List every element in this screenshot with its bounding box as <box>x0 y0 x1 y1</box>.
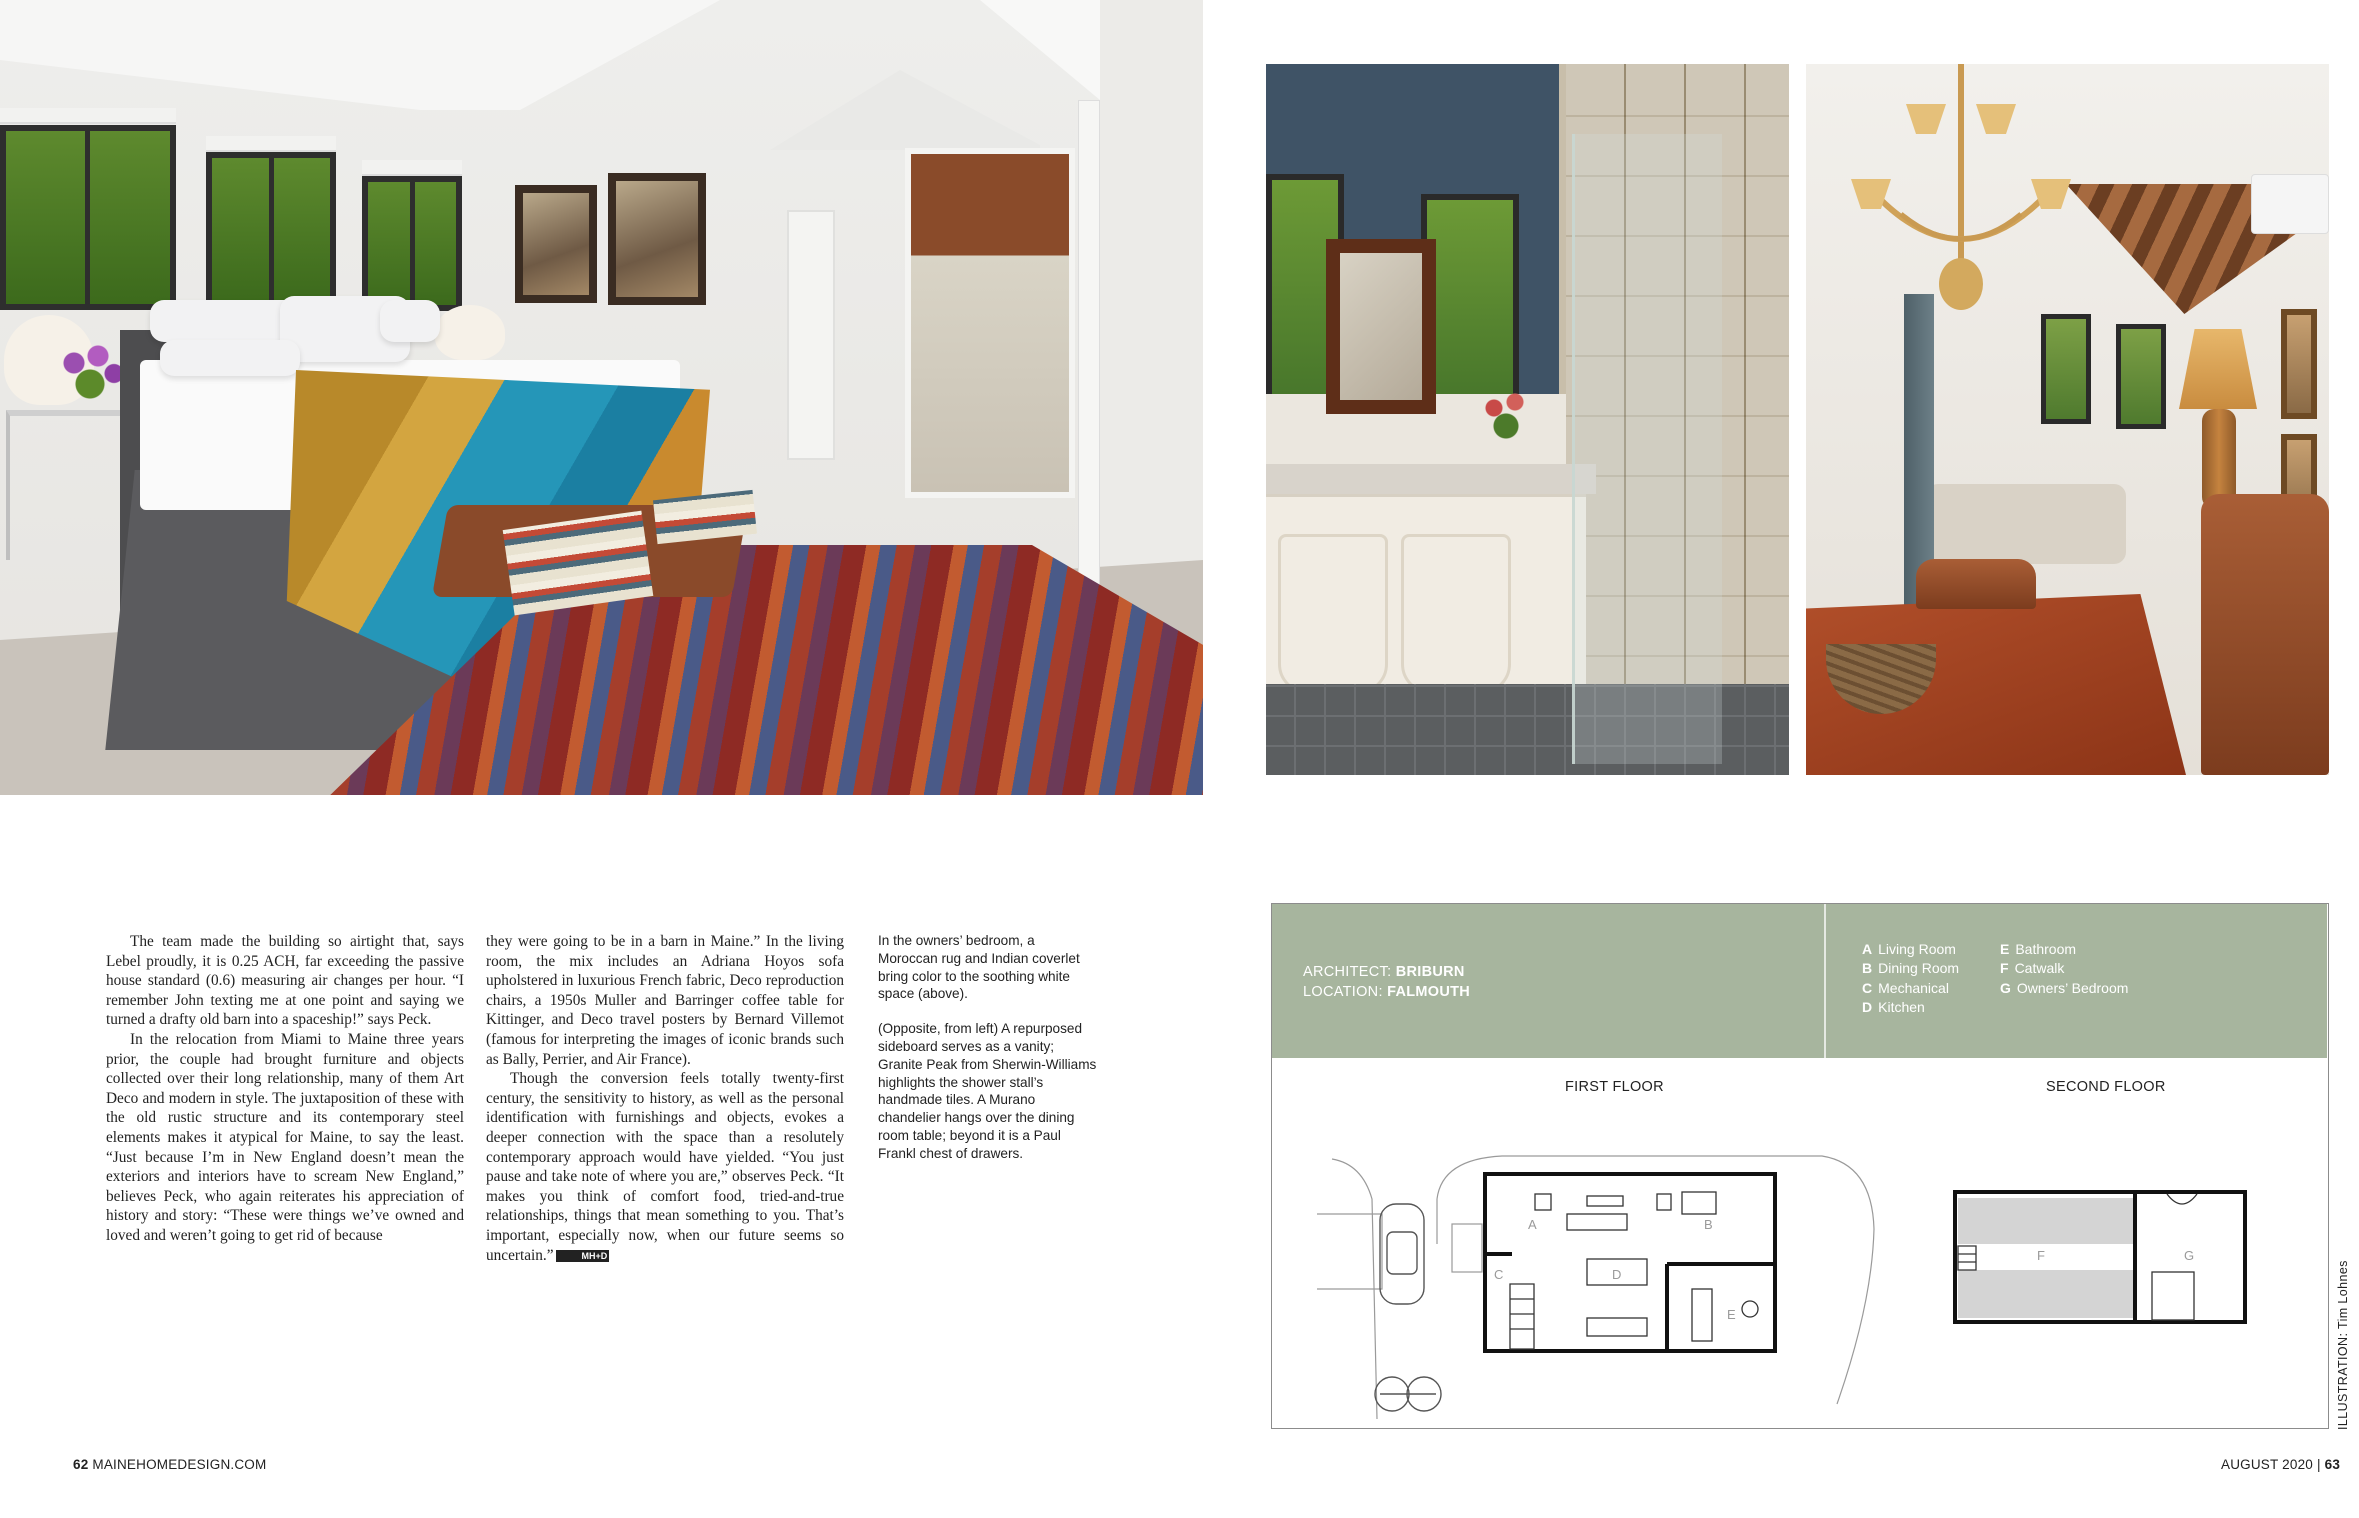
bathroom-photo <box>1266 64 1789 775</box>
room-letter-f: F <box>2037 1248 2045 1263</box>
framed-artwork <box>608 173 706 305</box>
legend-item: D Kitchen <box>1862 999 1925 1016</box>
architect-credit <box>1303 962 1470 982</box>
page-number-left: 62 <box>73 1457 89 1472</box>
room-legend <box>1862 940 2160 1018</box>
bedroom-window <box>362 176 462 311</box>
window-blind <box>0 108 176 124</box>
second-floor-catwalk <box>1958 1198 2133 1318</box>
framed-artwork <box>515 185 597 303</box>
article-paragraph: they were going to be in a barn in Maine.” In the living room, the mix includes an Adriana Hoyos sofa upholstered in luxurious French fabric, Deco reproduction chairs, a 1950s Muller and Barringer coffee table for Kittinger, and Deco travel posters by Bernard Villemot (famous for interpreting the images of iconic brands such as Bally, Perrier, and Air France). <box>486 933 844 1068</box>
floor-plan-drawing <box>1272 1104 2327 1424</box>
table-lamp-shade <box>2179 329 2257 409</box>
wall-ac-unit <box>2251 174 2329 234</box>
wall-art <box>2281 309 2317 419</box>
first-floor-furniture <box>1510 1192 1758 1349</box>
bedroom-window <box>0 125 176 310</box>
article-paragraph: In the relocation from Miami to Maine three years prior, the couple had brought furniture and objects collected over their long relationship, many of them Art Deco and modern in style. The juxtaposition of these with the old rustic structure and its contemporary steel elements makes it atypical for Maine, to say the least. “Just because I’m in New England doesn’t mean the exteriors and interiors have to scream New England,” believes Peck, who again reiterates his appreciation of history and story: “These were things we’ve owned and loved and weren’t going to get rid of because <box>106 1030 464 1244</box>
pillow <box>380 300 440 342</box>
architect-value: BRIBURN <box>1395 964 1465 980</box>
floor-plan-header <box>1272 904 2327 1058</box>
illustration-credit: ILLUSTRATION: Tim Lohnes <box>2336 1260 2350 1430</box>
room-letter-g: G <box>2184 1248 2195 1263</box>
floor-plan-panel <box>1271 903 2329 1429</box>
project-credits <box>1303 962 1470 1002</box>
first-floor-title: FIRST FLOOR <box>1565 1079 1664 1095</box>
room-letter-b: B <box>1704 1217 1713 1232</box>
window-blind <box>206 136 336 152</box>
article-column-1 <box>106 932 464 1246</box>
dining-chair <box>1916 559 2036 609</box>
location-credit <box>1303 982 1470 1002</box>
bicycles <box>1375 1377 1441 1411</box>
first-floor-walls <box>1485 1174 1775 1351</box>
folio-left <box>73 1457 266 1472</box>
dining-chair <box>2201 494 2329 775</box>
end-mark-logo: MH+D <box>556 1250 610 1262</box>
room-letter-c: C <box>1494 1267 1504 1282</box>
tulip-vase <box>50 335 130 405</box>
article-paragraph: The team made the building so airtight that, says Lebel proudly, it is 0.25 ACH, far exceeding the passive house standard (0.6) measuring air changes per hour. “I remember John texting me at one point and saying we turned a drafty old barn into a spaceship!” says Peck. <box>106 933 464 1029</box>
legend-item: C Mechanical <box>1862 979 1949 996</box>
photo-captions <box>878 932 1098 1180</box>
pillow <box>150 300 300 342</box>
open-doorway <box>905 148 1075 498</box>
murano-chandelier <box>1846 64 2076 314</box>
parked-car <box>1380 1204 1424 1304</box>
article-paragraph <box>486 1069 844 1265</box>
second-floor-title: SECOND FLOOR <box>2046 1079 2166 1095</box>
living-window <box>2041 314 2091 424</box>
bedroom-photo <box>0 0 1203 795</box>
living-window <box>2116 324 2166 429</box>
page-number-right: 63 <box>2324 1457 2341 1472</box>
room-letter-d: D <box>1612 1267 1622 1282</box>
article-column-2 <box>486 932 844 1265</box>
location-value: FALMOUTH <box>1387 984 1471 1000</box>
framed-mirror <box>1326 239 1436 414</box>
shower-glass <box>1572 134 1722 764</box>
folio-right <box>2221 1457 2340 1472</box>
living-sofa <box>1926 484 2126 564</box>
legend-item: F Catwalk <box>2000 960 2065 977</box>
issue-date: AUGUST 2020 <box>2221 1457 2313 1472</box>
site-url: MAINEHOMEDESIGN.COM <box>92 1457 267 1472</box>
room-letter-a: A <box>1528 1217 1537 1232</box>
folio-separator: | <box>2316 1457 2321 1472</box>
caption-bedroom: In the owners’ bedroom, a Moroccan rug and Indian coverlet bring color to the soothing white space (above). <box>878 933 1080 1002</box>
pillow <box>160 340 300 376</box>
location-label: LOCATION: <box>1303 984 1383 1000</box>
room-letter-e: E <box>1727 1307 1736 1322</box>
architect-label: ARCHITECT: <box>1303 964 1392 980</box>
lamp-shade <box>435 305 505 360</box>
header-divider <box>1824 904 1826 1058</box>
legend-item: B Dining Room <box>1862 960 1960 977</box>
vanity-countertop <box>1266 464 1596 494</box>
legend-item: A Living Room <box>1862 941 1956 957</box>
vanity-door <box>1401 534 1511 694</box>
door-leaf <box>1078 100 1100 595</box>
vanity-door <box>1278 534 1388 694</box>
flower-vase <box>1476 384 1536 444</box>
dining-photo <box>1806 64 2329 775</box>
bedroom-window <box>206 152 336 307</box>
article-paragraph-text: Though the conversion feels totally twenty-first century, the sensitivity to history, as well as the personal identification with furnishings and objects, evokes a deeper connection with the space than a resolutely contemporary approach would have yielded. “You just pause and take note of where you are,” observes Peck. “It makes you think of comfort food, tried-and-true relationships, things that mean something to you. That’s important, especially now, when our future seems so uncertain.” <box>486 1070 844 1264</box>
closet-door <box>787 210 835 460</box>
window-blind <box>362 160 462 176</box>
caption-opposite: (Opposite, from left) A repurposed sideboard serves as a vanity; Granite Peak from Sherwin-Williams highlights the shower stall’s handmade tiles. A Murano chandelier hangs over the dining room table; beyond it is a Paul Frankl chest of drawers. <box>878 1021 1097 1161</box>
legend-item: G Owners’ Bedroom <box>2000 979 2129 996</box>
legend-item: E Bathroom <box>2000 941 2077 957</box>
nightstand <box>6 410 124 560</box>
